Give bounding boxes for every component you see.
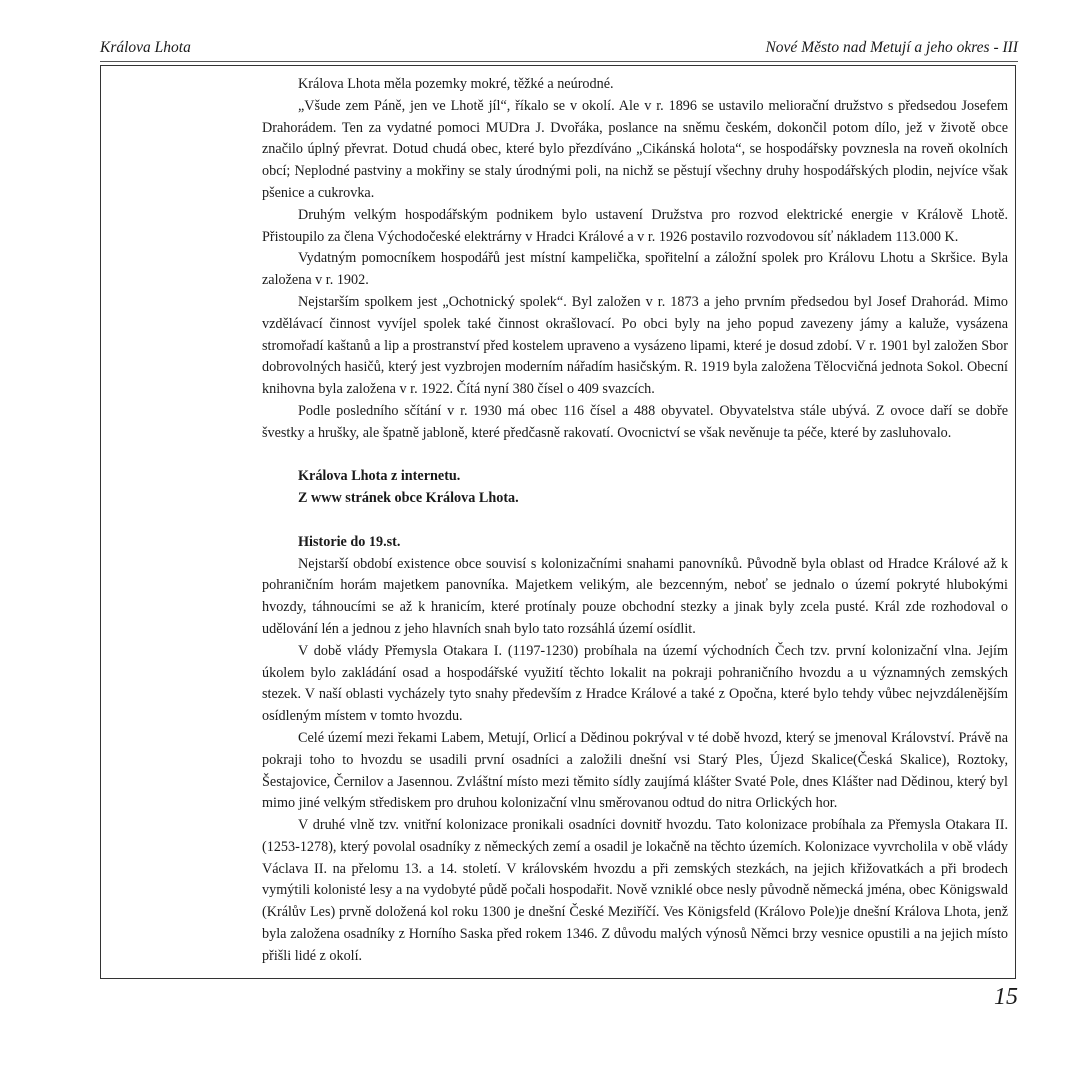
running-header-left: Králova Lhota xyxy=(100,39,191,56)
paragraph: Podle posledního sčítání v r. 1930 má obec 116 čísel a 488 obyvatel. Obyvatelstva stále ubývá. Z ovoce daří se dobře švestky a hrušky, ale špatně jabloně, které předčasně rakovatí. Ovocnictví se však nevěnuje ta péče, které by zasluhovalo. xyxy=(262,402,1008,441)
header-divider xyxy=(100,61,1018,62)
document-body xyxy=(262,74,1008,968)
page-number: 15 xyxy=(994,984,1018,1010)
paragraph: Králova Lhota měla pozemky mokré, těžké a neúrodné. xyxy=(298,76,614,92)
paragraph: Nejstarší období existence obce souvisí s kolonizačními snahami panovníků. Původně byla oblast od Hradce Králové až k pohraničním horám majetkem panovníka. Majetkem velikým, ale bezcenným, neboť se jednalo o území pokryté hlubokými hvozdy, táhnoucími se až k hranicím, které protínaly pouze obchodní stezky a jinak byly zcela pusté. Král zde rozhodoval o udělování lén a jednou z jeho hlavních snah bylo tato rozsáhlá území osídlit. xyxy=(262,555,1008,637)
running-header-right: Nové Město nad Metují a jeho okres - III xyxy=(765,39,1018,56)
paragraph: Vydatným pomocníkem hospodářů jest místní kampelička, spořitelní a záložní spolek pro Královu Lhotu a Skršice. Byla založena v r. 1902. xyxy=(262,250,1008,289)
paragraph: Celé území mezi řekami Labem, Metují, Orlicí a Dědinou pokrýval v té době hvozd, který se jmenoval Království. Právě na pokraji toho to hvozdu se usadili první osadníci a založili dnešní vsi Starý Ples, Újezd Skalice(Česká Skalice), Roztoky, Šestajovice, Černilov a Jasennou. Zvláštní místo mezi těmito sídly zaujímá klášter Svaté Pole, dnes Klášter nad Dědinou, který byl mimo jiné velkým střediskem pro druhou kolonizační vlnu směrovanou odtud do nitra Orlických hor. xyxy=(262,729,1008,812)
section-heading: Historie do 19.st. xyxy=(298,533,401,550)
spacer xyxy=(262,510,1008,532)
section-heading: Králova Lhota z internetu. xyxy=(298,468,461,485)
paragraph: „Všude zem Páně, jen ve Lhotě jíl“, říkalo se v okolí. Ale v r. 1896 se ustavilo meliorační družstvo s předsedou Josefem Drahorádem. Ten za vydatné pomoci MUDra J. Dvořáka, poslance na sněmu českém, dokončil potom dílo, jež v životě obce značilo úplný převrat. Dotud chudá obec, které bylo přezdíváno „Cikánská holota“, se hospodářsky povznesla na roveň okolních obcí; Neplodné pastviny a mokřiny se staly úrodnými poli, na nichž se pěstují všechny druhy hospodářských plodin, nejvíce však pšenice a cukrovka. xyxy=(262,97,1008,201)
spacer xyxy=(262,445,1008,467)
paragraph: V druhé vlně tzv. vnitřní kolonizace pronikali osadníci dovnitř hvozdu. Tato kolonizace probíhala za Přemysla Otakara II.(1253-1278), který povolal osadníky z německých zemí a osadil je lokačně na těchto územích. Kolonizace vyvrcholila v obě vlády Václava II. na přelomu 13. a 14. století. V královském hvozdu a při zemských stezkách, na jejich křižovatkách a při brodech vymýtili kolonisté lesy a na vydobyté půdě počali hospodařit. Nově vzniklé obce nesly původně německá jména, obec Königswald (Králův Les) prvně doložená kol roku 1300 je dnešní České Meziříčí. Ves Königsfeld (Královo Pole)je dnešní Králova Lhota, jenž byla založena osadníky z Horního Saska před rokem 1346. Z důvodu malých výnosů Němci brzy vesnice opustili a na jejich místo přišli lidé z okolí. xyxy=(262,817,1008,964)
paragraph: V době vlády Přemysla Otakara I. (1197-1230) probíhala na území východních Čech tzv. první kolonizační vlna. Jejím úkolem bylo zakládání osad a hospodářské využití těchto lokalit na pokraji pohraničního hvozdu a u významných zemských stezek. V naší oblasti vycházely tyto snahy především z Hradce Králové a také z Opočna, které bylo tehdy vůbec nejvzdálenějším osídleným místem v tomto hvozdu. xyxy=(262,642,1008,725)
section-heading: Z www stránek obce Králova Lhota. xyxy=(298,490,519,507)
paragraph: Druhým velkým hospodářským podnikem bylo ustavení Družstva pro rozvod elektrické energie v Králově Lhotě. Přistoupilo za člena Východočeské elektrárny v Hradci Králové a v r. 1926 postavilo rozvodovou síť nákladem 113.000 K. xyxy=(262,206,1008,245)
paragraph: Nejstarším spolkem jest „Ochotnický spolek“. Byl založen v r. 1873 a jeho prvním předsedou byl Josef Drahorád. Mimo vzdělávací činnost vyvíjel spolek také činnost okrašlovací. Po obci byly na jeho popud zavezeny jámy a kaluže, vysázena stromořadí kaštanů a lip a prostranství před kostelem upraveno a vysázeno lipami, které je dosud zdobí. V r. 1901 byl založen Sbor dobrovolných hasičů, který jest vyzbrojen moderním nářadím hasičským. R. 1919 byla založena Tělocvičná jednota Sokol. Obecní knihovna byla založena v r. 1922. Čítá nyní 380 čísel o 409 svazcích. xyxy=(262,293,1008,398)
